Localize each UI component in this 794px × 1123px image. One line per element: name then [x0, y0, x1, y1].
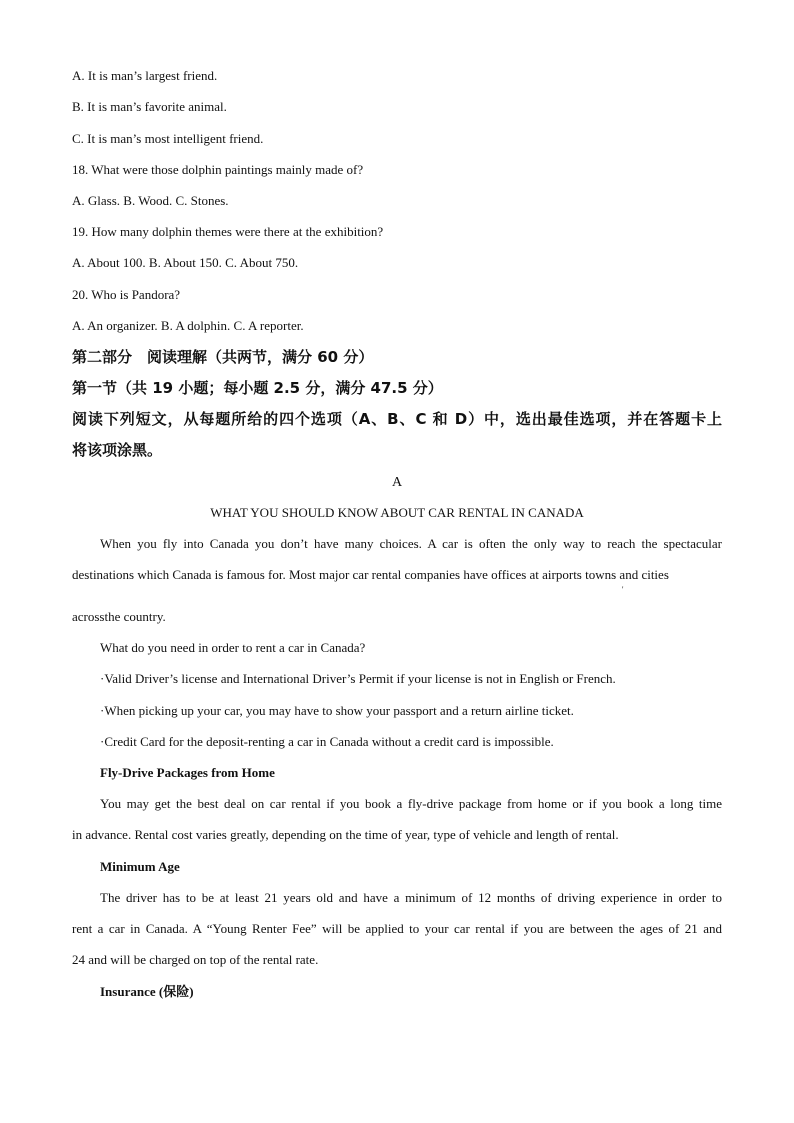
paragraph-2-line-2: in advance. Rental cost varies greatly, depending on the time of year, type of vehicle and length of rental.	[72, 827, 619, 842]
q17-option-c: C. It is man’s most intelligent friend.	[72, 131, 264, 146]
subsection-title: 第一节（共 19 小题；每小题 2.5 分，满分 47.5 分）	[72, 379, 443, 397]
heading-minimum-age: Minimum Age	[100, 859, 180, 874]
instruction-line-1: 阅读下列短文，从每题所给的四个选项（A、B、C 和 D）中，选出最佳选项，并在答题卡上	[72, 410, 722, 428]
passage-label: A	[391, 475, 403, 490]
paragraph-2-line-1: You may get the best deal on car rental if you book a fly-drive package from home or if you book a long time	[100, 796, 722, 811]
passage-title: WHAT YOU SHOULD KNOW ABOUT CAR RENTAL IN CANADA	[210, 505, 584, 520]
q18-options: A. Glass. B. Wood. C. Stones.	[72, 193, 229, 208]
bullet-credit-card: ·Credit Card for the deposit-renting a car in Canada without a credit card is impossible.	[100, 734, 554, 749]
bullet-passport: ·When picking up your car, you may have to show your passport and a return airline ticket.	[100, 703, 574, 718]
paragraph-1-line-3: acrossthe country.	[72, 609, 166, 624]
q20-options: A. An organizer. B. A dolphin. C. A reporter.	[72, 318, 304, 333]
q20-question: 20. Who is Pandora?	[72, 287, 181, 302]
heading-insurance: Insurance (保险)	[100, 984, 194, 999]
heading-fly-drive: Fly-Drive Packages from Home	[100, 765, 275, 780]
q18-question: 18. What were those dolphin paintings mainly made of?	[72, 162, 364, 177]
paragraph-3-line-3: 24 and will be charged on top of the rental rate.	[72, 952, 319, 967]
bullet-license: ·Valid Driver’s license and International Driver’s Permit if your license is not in English or French.	[100, 671, 616, 686]
paragraph-1-line-1: When you fly into Canada you don’t have many choices. A car is often the only way to reach the spectacular	[100, 536, 722, 551]
q19-options: A. About 100. B. About 150. C. About 750.	[72, 255, 299, 270]
paragraph-3-line-1: The driver has to be at least 21 years old and have a minimum of 12 months of driving experience in order to	[100, 890, 722, 905]
requirements-question: What do you need in order to rent a car in Canada?	[100, 640, 366, 655]
paragraph-3-line-2: rent a car in Canada. A “Young Renter Fee” will be applied to your car rental if you are between the ages of 21 and	[72, 921, 722, 936]
part-title: 第二部分 阅读理解（共两节，满分 60 分）	[72, 348, 374, 366]
q17-option-a: A. It is man’s largest friend.	[72, 68, 218, 83]
stray-mark: '	[622, 585, 624, 594]
q17-option-b: B. It is man’s favorite animal.	[72, 99, 227, 114]
instruction-line-2: 将该项涂黑。	[72, 441, 163, 459]
paragraph-1-line-2: destinations which Canada is famous for. Most major car rental companies have offices at airports towns and cities	[72, 567, 669, 582]
q19-question: 19. How many dolphin themes were there at the exhibition?	[72, 224, 384, 239]
